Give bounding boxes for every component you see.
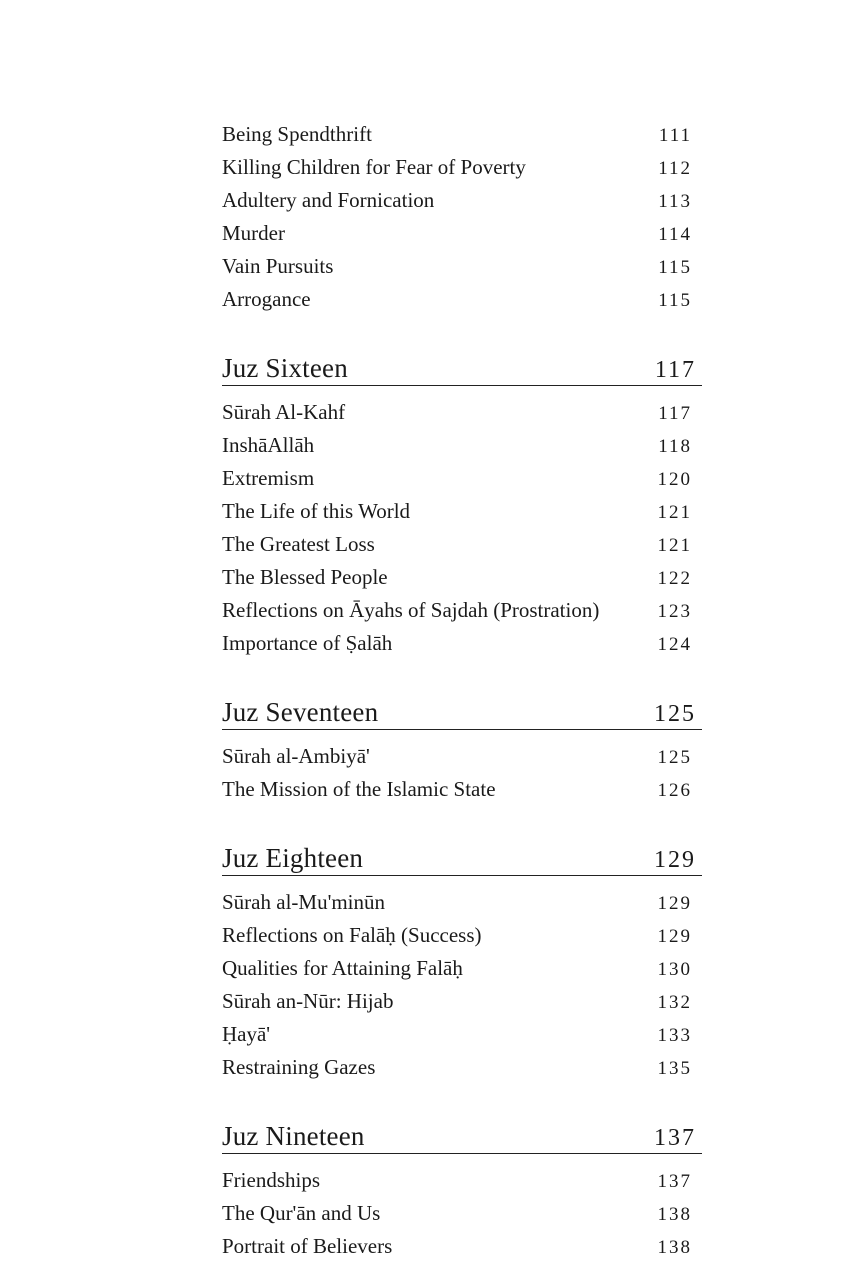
toc-entry[interactable] — [222, 528, 702, 561]
toc-entry-page: 124 — [657, 634, 692, 655]
toc-entry-page: 135 — [657, 1058, 692, 1079]
toc-entry[interactable] — [222, 1164, 702, 1197]
toc-entry-title: The Qur'ān and Us — [222, 1201, 381, 1225]
toc-entry-page: 120 — [657, 469, 692, 490]
toc-entry-title: Ḥayā' — [222, 1022, 271, 1046]
toc-entry-title: Reflections on Falāḥ (Success) — [222, 923, 482, 947]
toc-entry-page: 118 — [658, 436, 692, 457]
toc-entry-page: 130 — [657, 959, 692, 980]
toc-entry[interactable] — [222, 1230, 702, 1263]
section-heading-juz-nineteen[interactable] — [222, 1108, 702, 1154]
toc-entry-page: 138 — [657, 1237, 692, 1258]
toc-entry-page: 115 — [658, 290, 692, 311]
toc-entry-title: Being Spendthrift — [222, 122, 372, 146]
toc-entry[interactable] — [222, 561, 702, 594]
toc-entry-title: Murder — [222, 221, 285, 245]
toc-entry-page: 122 — [657, 568, 692, 589]
toc-entry[interactable] — [222, 1051, 702, 1084]
toc-entry[interactable] — [222, 1197, 702, 1230]
toc-entry-page: 111 — [658, 125, 692, 146]
toc-entry-title: The Life of this World — [222, 499, 411, 523]
toc-entry-title: The Mission of the Islamic State — [222, 777, 496, 801]
toc-entry[interactable] — [222, 151, 702, 184]
toc-entry[interactable] — [222, 118, 702, 151]
toc-entry-title: Friendships — [222, 1168, 321, 1192]
section-title: Juz Nineteen — [222, 1121, 365, 1151]
toc-entry[interactable] — [222, 985, 702, 1018]
toc-entry-title: Reflections on Āyahs of Sajdah (Prostration) — [222, 598, 600, 622]
toc-entry[interactable] — [222, 773, 702, 806]
table-of-contents — [222, 118, 702, 1263]
toc-entry-page: 121 — [657, 502, 692, 523]
toc-entry-title: Restraining Gazes — [222, 1055, 376, 1079]
section-page: 125 — [654, 701, 696, 727]
toc-entry-title: Qualities for Attaining Falāḥ — [222, 956, 463, 980]
section-page: 137 — [654, 1125, 696, 1151]
toc-entry-page: 113 — [658, 191, 692, 212]
toc-entry-title: Extremism — [222, 466, 315, 490]
toc-entry-page: 132 — [657, 992, 692, 1013]
section-heading-juz-seventeen[interactable] — [222, 684, 702, 730]
toc-entry-title: Arrogance — [222, 287, 311, 311]
toc-entry[interactable] — [222, 919, 702, 952]
toc-entry[interactable] — [222, 283, 702, 316]
toc-entry-page: 126 — [657, 780, 692, 801]
section-title: Juz Seventeen — [222, 697, 379, 727]
toc-entry-page: 121 — [657, 535, 692, 556]
toc-entry[interactable] — [222, 462, 702, 495]
section-heading-juz-sixteen[interactable] — [222, 340, 702, 386]
toc-entry[interactable] — [222, 594, 702, 627]
toc-entry[interactable] — [222, 740, 702, 773]
toc-entry[interactable] — [222, 396, 702, 429]
section-page: 117 — [654, 357, 696, 383]
toc-entry-page: 137 — [657, 1171, 692, 1192]
toc-entry-page: 138 — [657, 1204, 692, 1225]
toc-entry-title: Sūrah Al-Kahf — [222, 400, 346, 424]
toc-entry-page: 112 — [658, 158, 692, 179]
toc-entry-title: Sūrah al-Ambiyā' — [222, 744, 370, 768]
section-page: 129 — [654, 847, 696, 873]
toc-entry-page: 129 — [657, 893, 692, 914]
toc-entry[interactable] — [222, 217, 702, 250]
toc-entry[interactable] — [222, 1018, 702, 1051]
section-title: Juz Sixteen — [222, 353, 348, 383]
toc-entry-title: Portrait of Believers — [222, 1234, 393, 1258]
toc-entry-page: 114 — [658, 224, 692, 245]
toc-entry[interactable] — [222, 952, 702, 985]
toc-entry[interactable] — [222, 429, 702, 462]
toc-entry[interactable] — [222, 495, 702, 528]
toc-entry[interactable] — [222, 886, 702, 919]
toc-entry-title: Adultery and Fornication — [222, 188, 435, 212]
toc-entry-page: 123 — [657, 601, 692, 622]
toc-entry[interactable] — [222, 627, 702, 660]
toc-entry-page: 133 — [657, 1025, 692, 1046]
toc-entry-title: Sūrah an-Nūr: Hijab — [222, 989, 394, 1013]
section-title: Juz Eighteen — [222, 843, 364, 873]
toc-entry-page: 129 — [657, 926, 692, 947]
toc-entry-title: Importance of Ṣalāh — [222, 631, 393, 655]
toc-entry-title: Vain Pursuits — [222, 254, 334, 278]
toc-entry-title: InshāAllāh — [222, 433, 315, 457]
toc-entry-title: The Blessed People — [222, 565, 388, 589]
toc-entry-title: Sūrah al-Mu'minūn — [222, 890, 386, 914]
section-heading-juz-eighteen[interactable] — [222, 830, 702, 876]
toc-entry-title: Killing Children for Fear of Poverty — [222, 155, 526, 179]
toc-entry-title: The Greatest Loss — [222, 532, 375, 556]
toc-entry-page: 117 — [658, 403, 692, 424]
toc-entry[interactable] — [222, 184, 702, 217]
toc-entry[interactable] — [222, 250, 702, 283]
toc-entry-page: 115 — [658, 257, 692, 278]
toc-entry-page: 125 — [657, 747, 692, 768]
